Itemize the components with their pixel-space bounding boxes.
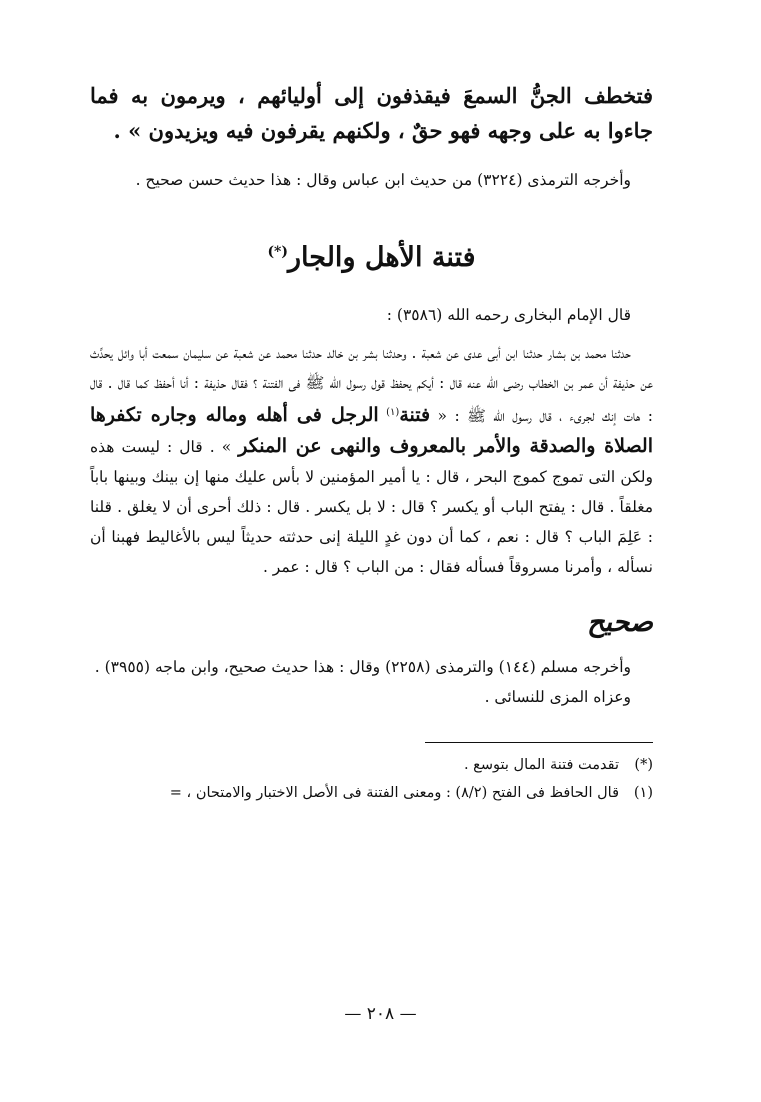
takhrij-note: وأخرجه مسلم (١٤٤) والترمذى (٢٢٥٨) وقال : هذا حديث صحيح، وابن ماجه (٣٩٥٥) . — [94, 658, 631, 677]
hadith-continuation: » . قال : ليست هذه ولكن التى تموج كموج البحر ، قال : يا أمير المؤمنين لا بأس عليك منها إن بينك وبينها باباً مغلقاً . قال : يفتح الباب أو يكسر ؟ قال : لا بل يكسر . قال : ذلك أحرى أن لا يغلق . قلنا : عَلِمَ الباب ؟ قال : نعم ، كما أن دون غدٍ الليلة إنى حدثته حديثاً ليس بالأغاليط فهبنا أن نسأله ، وأمرنا مسروقاً فسأله فقال : من الباب ؟ قال : عمر . — [90, 438, 653, 577]
hadith-chain: حدثنا محمد بن بشار حدثنا ابن أبى عدى عن شعبة . وحدثنا بشر بن خالد حدثنا محمد عن شعبة عن سليمان سمعت أبا وائل يحدِّث عن حذيفة أن عمر بن الخطاب رضى الله عنه قال : أيكم يحفظ قول رسول الله ﷺ فى الفتنة ؟ فقال حذيفة : أنا أحفظ كما قال . قال : هات إنك لجرىء ، قال رسول الله ﷺ : « — [90, 344, 654, 426]
attribution-note: وعزاه المزى للنسائى . — [484, 688, 631, 707]
source-note: وأخرجه الترمذى (٣٢٢٤) من حديث ابن عباس وقال : هذا حديث حسن صحيح . — [135, 171, 631, 189]
section-title-text: فتنة الأهل والجار — [288, 242, 476, 273]
footnote-mark: (*) — [634, 757, 653, 774]
section-title-mark: (*) — [267, 244, 289, 260]
footnote-mark: (١) — [633, 785, 653, 802]
footnote-ref: (١) — [386, 407, 400, 418]
lead-paragraph: فتخطف الجنُّ السمعَ فيقذفون إلى أوليائهم ، ويرمون به فما جاءوا به على وجهه فهو حقٌ ، ولكنهم يقرفون فيه ويزيدون » . — [90, 83, 653, 143]
page-number: — ٢٠٨ — — [344, 1004, 417, 1024]
grade-label: صحيح — [587, 607, 653, 639]
hadith-text — [90, 338, 653, 582]
footnote — [90, 751, 653, 779]
section-title — [90, 232, 653, 278]
hadith-key-text: الرجل فى أهله وماله وجاره تكفرها الصلاة والصدقة والأمر بالمعروف والنهى عن المنكر — [90, 404, 653, 458]
footnote-text: قال الحافظ فى الفتح (٨/٢) : ومعنى الفتنة فى الأصل الاختبار والامتحان ، = — [169, 785, 619, 802]
footnote — [90, 779, 653, 807]
footnote-divider — [425, 742, 653, 743]
intro-line: قال الإمام البخارى رحمه الله (٣٥٨٦) : — [386, 306, 631, 324]
hadith-key-word: فتنة — [399, 404, 431, 427]
footnote-text: تقدمت فتنة المال بتوسع . — [463, 757, 619, 774]
